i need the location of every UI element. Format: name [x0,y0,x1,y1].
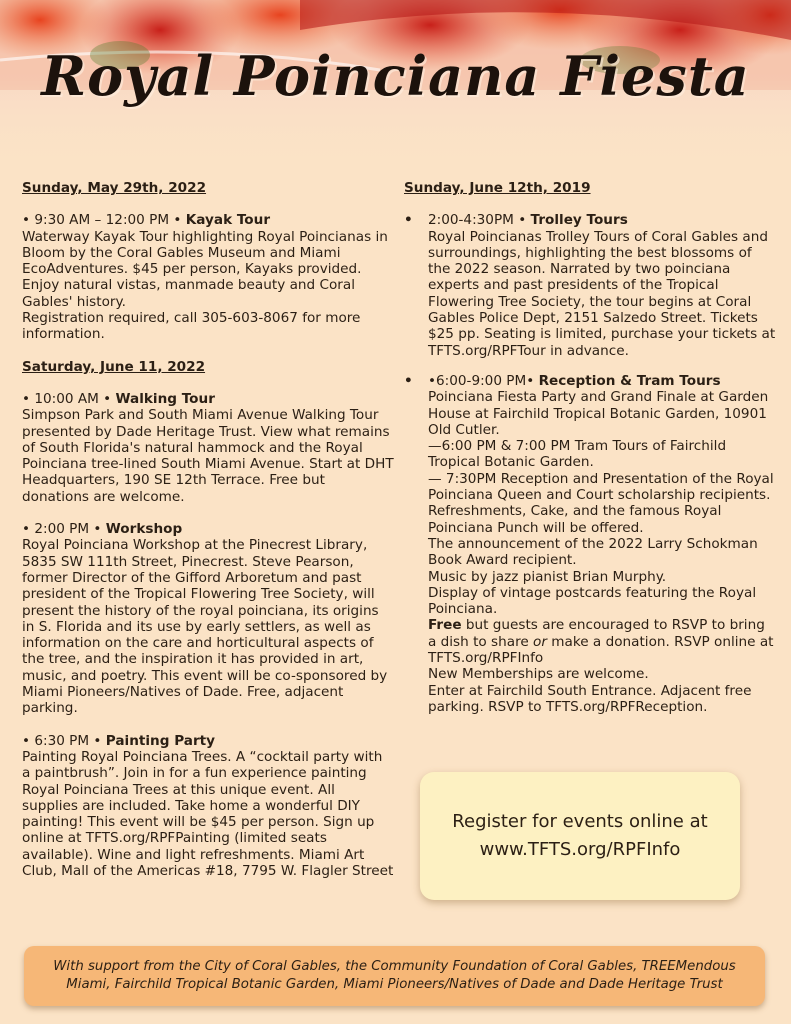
register-callout [420,772,740,900]
event-time: •6:00-9:00 PM• [428,372,539,389]
event-time: • 10:00 AM • [22,390,116,407]
register-url[interactable]: www.TFTS.org/RPFInfo [479,839,681,860]
page-title: Royal Poinciana Fiesta [41,44,750,108]
event-time: • 2:00 PM • [22,521,106,538]
event-header [428,373,776,389]
event-name: Reception & Tram Tours [538,372,721,389]
event-name: Painting Party [105,732,216,749]
event-description: Poinciana Fiesta Party and Grand Finale at Garden House at Fairchild Tropical Botanic Garden, 10901 Old Cutler. —6:00 PM & 7:00 PM Tram Tours of Fairchild Tropical Botanic Garden. — 7:30PM Reception and Presentation of the Royal Poinciana Queen and Court scholarship recipients. Refreshments, Cake, and the famous Royal Poinciana Punch will be offered. The announcement of the 2022 Larry Schokman Book Award recipient. Music by jazz pianist Brian Murphy. Display of vintage postcards featuring the Royal Poinciana. [428,389,774,618]
event-time: • 6:30 PM • [22,732,106,749]
or-word: or [533,633,547,650]
flower-banner [0,0,791,170]
event-header [22,733,394,749]
event-description: Painting Royal Poinciana Trees. A “cocktail party with a paintbrush”. Join in for a fun experience painting Royal Poinciana Trees at this unique event. All supplies are included. Take home a wonderful DIY painting! This event will be $45 per person. Sign up online at TFTS.org/RPFPainting (limited seats available). Wine and light refreshments. Miami Art Club, Mall of the Americas #18, 7795 W. Flagler Street [22,748,394,879]
event-name: Workshop [105,521,183,538]
event-header [22,521,394,537]
event-description: Royal Poinciana Workshop at the Pinecrest Library, 5835 SW 111th Street, Pinecrest. Steve Pearson, former Director of the Gifford Arboretum and past president of the Tropical Flowering Tree Society, will present the history of the royal poinciana, its origins in S. Florida and its use by early settlers, as well as information on the care and horticultural aspects of the tree, and the inspiration it has provided in art, music, and poetry. This event will be co-sponsored by Miami Pioneers/Natives of Dade. Free, adjacent parking. [22,537,388,717]
register-line: Register for events online at [452,811,708,832]
left-column [22,180,394,895]
event-description: Simpson Park and South Miami Avenue Walking Tour presented by Dade Heritage Trust. View what remains of South Florida's natural hammock and the Royal Poinciana tree-lined South Miami Avenue. Start at DHT Headquarters, 190 SE 12th Terrace. Free but donations are welcome. [22,407,394,505]
event-header [22,391,394,407]
day-heading-june-12: Sunday, June 12th, 2019 [404,180,591,196]
event-time: • 9:30 AM – 12:00 PM • [22,212,186,229]
day-heading-may-29: Sunday, May 29th, 2022 [22,180,207,196]
event-time: 2:00-4:30PM • [428,212,531,229]
day-heading-june-11: Saturday, June 11, 2022 [22,358,206,375]
bullet-icon: • [404,372,413,389]
event-header [428,212,776,228]
event-description: Royal Poincianas Trolley Tours of Coral Gables and surroundings, highlighting the best blossoms of the 2022 season. Narrated by two poinciana experts and past presidents of the Tropical Flowering Tree Society, the tour begins at Coral Gables Police Dept, 2151 Salzedo Street. Tickets $25 pp. Seating is limited, purchase your tickets at TFTS.org/RPFTour in advance. [428,228,776,359]
event-workshop [22,521,394,717]
free-label: Free [428,617,462,634]
event-description: Waterway Kayak Tour highlighting Royal Poincianas in Bloom by the Coral Gables Museum and Miami EcoAdventures. $45 per person, Kayaks provided. Enjoy natural vistas, manmade beauty and Coral Gables' history. Registration required, call 305-603-8067 for more information. [22,228,388,343]
june-12-event-list [404,212,776,715]
event-reception-tram-tours [404,373,776,715]
event-name: Trolley Tours [530,212,628,229]
event-name: Walking Tour [115,390,215,407]
sponsor-text: With support from the City of Coral Gables, the Community Foundation of Coral Gables, TREEMendous Miami, Fairchild Tropical Botanic Garden, Miami Pioneers/Natives of Dade and Dade Heritage Trust [53,959,736,992]
event-walking-tour [22,391,394,505]
sponsor-footer [24,946,765,1006]
rsvp-text-part1: but guests are encouraged to RSVP to bring a dish to share [428,617,765,650]
rsvp-note [428,617,776,715]
rsvp-text-part2: make a donation. RSVP online at TFTS.org/RPFInfo New Memberships are welcome. Enter at Fairchild South Entrance. Adjacent free parking. RSVP to TFTS.org/RPFReception. [428,633,774,715]
event-trolley-tours [404,212,776,359]
event-header [22,212,394,228]
event-kayak-tour [22,212,394,342]
bullet-icon: • [404,212,413,229]
right-column [404,180,776,729]
event-name: Kayak Tour [185,212,271,229]
event-painting-party [22,733,394,880]
